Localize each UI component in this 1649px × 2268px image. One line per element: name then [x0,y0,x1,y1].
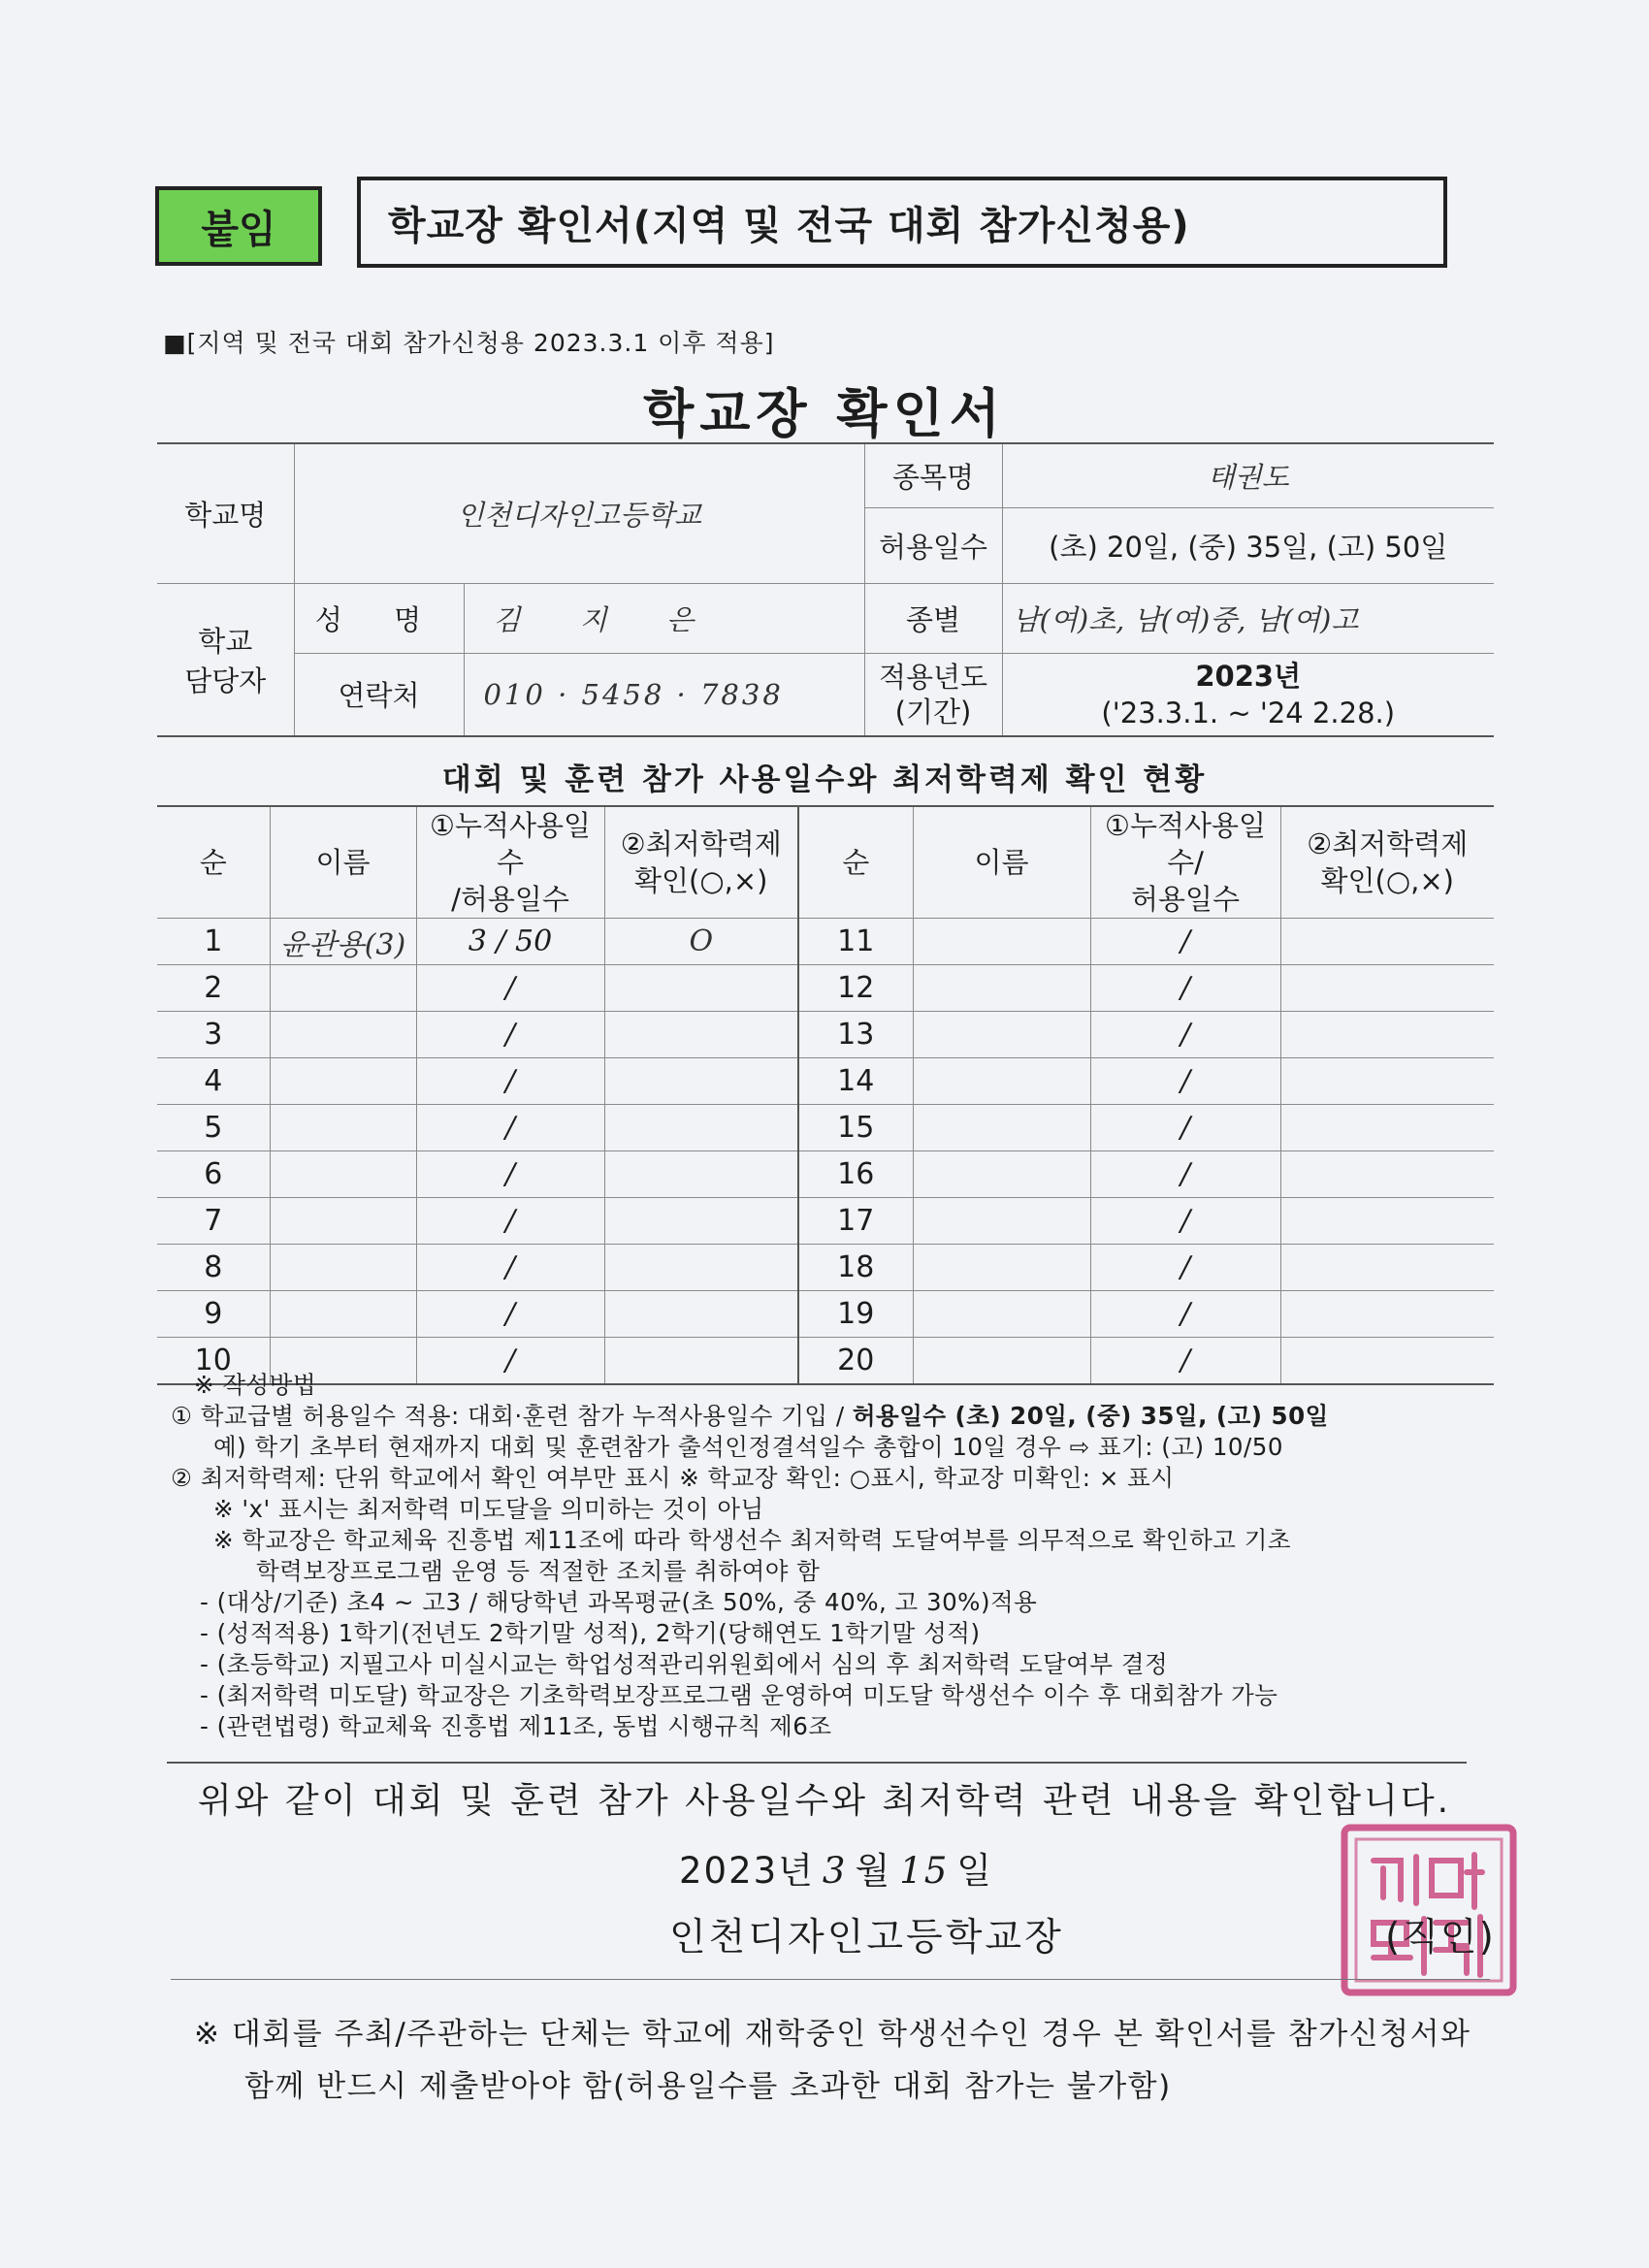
date-month-unit: 월 [855,1850,892,1892]
manager-label [157,583,294,736]
academic-check-left [604,1012,798,1058]
row-number-right: 13 [798,1012,913,1058]
year-label [864,653,1002,736]
footnote-line1: ※ 대회를 주최/주관하는 단체는 학교에 재학중인 학생선수인 경우 본 확인서를 참가신청서와 [194,2017,1471,2052]
table-row [157,1105,1494,1151]
instruction-line: ※ 'x' 표시는 최저학력 미도달을 의미하는 것이 아님 [213,1495,764,1523]
info-table [157,442,1494,737]
row-number-left: 1 [157,919,270,965]
row-number-right: 11 [798,919,913,965]
academic-check-right [1280,1105,1494,1151]
instruction-line: 학력보장프로그램 운영 등 적절한 조치를 취하여야 함 [256,1557,821,1585]
academic-check-left [604,1058,798,1105]
academic-check-right [1280,965,1494,1012]
header-name-right: 이름 [913,806,1090,919]
manager-label-line1: 학교 [198,624,253,658]
instruction-line: - (초등학교) 지필고사 미실시교는 학업성적관리위원회에서 심의 후 최저학력 도달여부 결정 [200,1650,1169,1678]
academic-check-right [1280,1012,1494,1058]
manager-label-line2: 담당자 [184,664,267,697]
instruction-line: - (최저학력 미도달) 학교장은 기초학력보장프로그램 운영하여 미도달 학생선수 이수 후 대회참가 가능 [200,1681,1278,1709]
date-month: 3 [822,1850,848,1892]
year-value [1002,653,1494,736]
used-days-left: / [416,1245,604,1291]
header-check-right [1280,806,1494,919]
academic-check-left [604,1291,798,1338]
year-value-line2: ('23.3.1. ~ '24 2.28.) [1101,696,1396,729]
header-name-left: 이름 [270,806,416,919]
row-number-left: 9 [157,1291,270,1338]
year-label-line1: 적용년도 [878,660,988,694]
header-no-right: 순 [798,806,913,919]
header-days-left-line2: /허용일수 [451,883,569,916]
used-days-right: / [1090,1245,1280,1291]
student-name-right [913,1245,1090,1291]
header-check-left-line2: 확인(○,×) [634,864,768,897]
footnote [194,2008,1494,2113]
instruction-line: ※ 학교장은 학교체육 진흥법 제11조에 따라 학생선수 최저학력 도달여부를 의무적으로 확인하고 기초 [213,1526,1292,1554]
student-name-right [913,1105,1090,1151]
name-label: 성 명 [294,583,464,653]
row-number-right: 12 [798,965,913,1012]
table-row [157,1198,1494,1245]
used-days-right: / [1090,1058,1280,1105]
used-days-right: / [1090,1012,1280,1058]
year-value-line1: 2023년 [1195,659,1302,693]
academic-check-left [604,1198,798,1245]
table-row [157,1291,1494,1338]
academic-check-right [1280,919,1494,965]
student-name-left [270,1198,416,1245]
table-row [157,965,1494,1012]
header-check-right-line1: ②최저학력제 [1307,827,1469,860]
principal-title: 인천디자인고등학교장 [669,1916,1064,1960]
academic-check-left [604,1151,798,1198]
footnote-line2: 함께 반드시 제출받아야 함(허용일수를 초과한 대회 참가는 불가함) [244,2069,1172,2104]
row-number-right: 16 [798,1151,913,1198]
contact-label: 연락처 [294,653,464,736]
sport-value: 태권도 [1002,443,1494,507]
row-number-left: 5 [157,1105,270,1151]
instruction-line: - (대상/기준) 초4 ~ 고3 / 해당학년 과목평균(초 50%, 중 40%, 고 30%)적용 [200,1588,1038,1616]
used-days-right: / [1090,1151,1280,1198]
academic-check-left [604,965,798,1012]
header-no-left: 순 [157,806,270,919]
row-number-left: 8 [157,1245,270,1291]
student-name-right [913,1151,1090,1198]
application-note: ■[지역 및 전국 대회 참가신청용 2023.3.1 이후 적용] [163,329,775,357]
header-days-right-line1: ①누적사용일수/ [1104,809,1267,879]
header-days-left [416,806,604,919]
usage-table-body [157,919,1494,1385]
instruction-text: ① 학교급별 허용일수 적용: 대회·훈련 참가 누적사용일수 기입 / [171,1402,853,1430]
signing-date [679,1841,993,1894]
academic-check-right [1280,1151,1494,1198]
school-value: 인천디자인고등학교 [294,443,864,583]
row-number-left: 6 [157,1151,270,1198]
header-check-right-line2: 확인(○,×) [1320,864,1454,897]
table-row [157,919,1494,965]
allowed-days-label: 허용일수 [864,507,1002,583]
row-number-right: 15 [798,1105,913,1151]
student-name-right [913,1012,1090,1058]
academic-check-left: O [604,919,798,965]
attach-label: 붙임 [155,186,322,266]
row-number-left: 3 [157,1012,270,1058]
instruction-line: - (관련법령) 학교체육 진흥법 제11조, 동법 시행규칙 제6조 [200,1712,832,1740]
instructions-heading: ※ 작성방법 [194,1371,316,1399]
used-days-right: / [1090,1105,1280,1151]
used-days-left: / [416,1338,604,1385]
student-name-left [270,965,416,1012]
academic-check-right [1280,1291,1494,1338]
used-days-right: / [1090,919,1280,965]
row-number-left: 4 [157,1058,270,1105]
row-number-right: 20 [798,1338,913,1385]
header-check-left-line1: ②최저학력제 [620,827,782,860]
table-row [157,1151,1494,1198]
sport-label: 종목명 [864,443,1002,507]
row-number-right: 14 [798,1058,913,1105]
gender-value: 남(여)초, 남(여)중, 남(여)고 [1002,583,1494,653]
instruction-line [171,1401,1509,1432]
page-title: 학교장 확인서 [643,383,1006,444]
row-number-left: 10 [157,1338,270,1385]
usage-table [157,805,1494,1385]
student-name-right [913,1058,1090,1105]
row-number-left: 7 [157,1198,270,1245]
date-year: 2023년 [679,1850,815,1892]
header-days-right [1090,806,1280,919]
name-value: 김 지 은 [464,583,864,653]
academic-check-right [1280,1245,1494,1291]
used-days-right: / [1090,1291,1280,1338]
used-days-right: / [1090,1198,1280,1245]
header-days-left-line1: ①누적사용일수 [429,809,592,879]
student-name-left [270,1058,416,1105]
student-name-left [270,1105,416,1151]
date-day-unit: 일 [956,1850,994,1892]
student-name-right [913,965,1090,1012]
student-name-right [913,1291,1090,1338]
header-check-left [604,806,798,919]
row-number-right: 17 [798,1198,913,1245]
date-day: 15 [899,1850,950,1892]
student-name-right [913,919,1090,965]
row-number-right: 18 [798,1245,913,1291]
header-title: 학교장 확인서(지역 및 전국 대회 참가신청용) [357,177,1447,268]
allowed-days-value: (초) 20일, (중) 35일, (고) 50일 [1002,507,1494,583]
used-days-left: / [416,1151,604,1198]
student-name-left [270,1291,416,1338]
row-number-left: 2 [157,965,270,1012]
used-days-left: / [416,1012,604,1058]
instruction-line: 예) 학기 초부터 현재까지 대회 및 훈련참가 출석인정결석일수 총합이 10일 경우 ⇨ 표기: (고) 10/50 [213,1433,1283,1461]
used-days-right: / [1090,965,1280,1012]
year-label-line2: (기간) [894,695,972,729]
divider [167,1762,1467,1764]
used-days-left: / [416,1198,604,1245]
academic-check-left [604,1105,798,1151]
student-name-left: 윤관용(3) [270,919,416,965]
row-number-right: 19 [798,1291,913,1338]
divider [171,1979,1490,1980]
contact-value: 010 · 5458 · 7838 [464,653,864,736]
academic-check-left [604,1245,798,1291]
student-name-left [270,1012,416,1058]
instructions [171,1370,1509,1742]
seal-label: (직인) [1385,1916,1496,1960]
table-row [157,1012,1494,1058]
instruction-emphasis: 허용일수 (초) 20일, (중) 35일, (고) 50일 [852,1402,1329,1430]
header-days-right-line2: 허용일수 [1130,883,1241,916]
used-days-left: / [416,1058,604,1105]
academic-check-right [1280,1198,1494,1245]
student-name-left [270,1151,416,1198]
student-name-left [270,1245,416,1291]
used-days-left: 3 / 50 [416,919,604,965]
table-row [157,1245,1494,1291]
instruction-line: ② 최저학력제: 단위 학교에서 확인 여부만 표시 ※ 학교장 확인: ○표시, 학교장 미확인: × 표시 [171,1464,1175,1492]
student-name-right [913,1198,1090,1245]
academic-check-right [1280,1058,1494,1105]
table-row [157,1058,1494,1105]
used-days-left: / [416,1105,604,1151]
used-days-left: / [416,1291,604,1338]
used-days-right: / [1090,1338,1280,1385]
section-title: 대회 및 훈련 참가 사용일수와 최저학력제 확인 현황 [441,762,1208,797]
school-label: 학교명 [157,443,294,583]
gender-label: 종별 [864,583,1002,653]
confirmation-statement: 위와 같이 대회 및 훈련 참가 사용일수와 최저학력 관련 내용을 확인합니다. [197,1781,1452,1821]
instruction-line: - (성적적용) 1학기(전년도 2학기말 성적), 2학기(당해연도 1학기말 성적) [200,1619,981,1647]
used-days-left: / [416,965,604,1012]
